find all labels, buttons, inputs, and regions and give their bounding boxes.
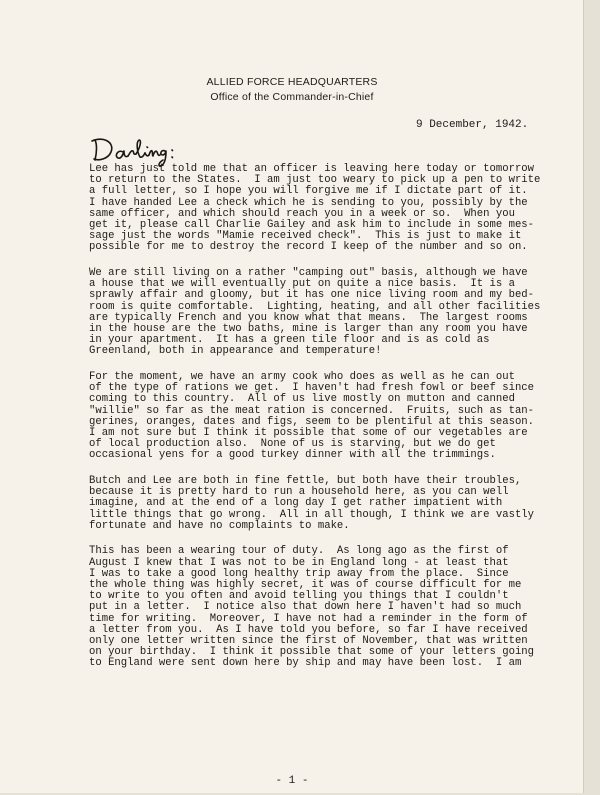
text-line: to write to you often and avoid telling you things that I couldn't [89,590,509,603]
text-line: This has been a wearing tour of duty. As long ago as the first of [89,545,509,558]
text-line: same officer, and which should reach you in a week or so. When you [89,207,515,220]
text-line: only one letter written since the first of November, that was written [89,635,528,648]
text-line: Greenland, both in appearance and temperature! [89,345,382,358]
letterhead-title: ALLIED FORCE HEADQUARTERS [206,76,378,88]
text-line: get it, please call Charlie Gailey and ask him to include in some mes- [89,219,535,232]
text-line: sage just the words "Mamie received check". This is just to make it [89,230,522,243]
text-line: little things that go wrong. All in all though, I think we are vastly [89,508,535,521]
text-line: I have handed Lee a check which he is sending to you, possibly by the [89,196,528,209]
text-line: to England were sent down here by ship and may have been lost. I am [89,657,522,670]
text-line: a full letter, so I hope you will forgive me if I dictate part of it. [89,185,528,198]
text-line: put in a letter. I notice also that down here I haven't had so much [89,601,522,614]
text-line: I am not sure but I think it possible that some of our vegetables are [89,427,528,440]
text-line: on your birthday. I think it possible that some of your letters going [89,646,535,659]
page-number: - 1 - [275,775,309,787]
text-line: For the moment, we have an army cook who does as well as he can out [89,371,515,384]
text-line: because it is pretty hard to run a household here, as you can well [89,486,509,499]
text-line: of the type of rations we get. I haven't had fresh fowl or beef since [89,382,535,395]
text-line: time for writing. Moreover, I have not had a reminder in the form of [89,612,528,625]
letter-date: 9 December, 1942. [416,119,529,131]
text-line: August I knew that I was not to be in England long - at least that [89,556,509,569]
body-paragraph [89,372,559,462]
body-paragraph [89,476,559,532]
text-line: imagine, and at the end of a long day I get rather impatient with [89,497,503,510]
letter-body [89,164,559,684]
text-line: occasional yens for a good turkey dinner with all the trimmings. [89,449,496,462]
text-line: a house that we will eventually put on quite a nice basis. It is a [89,278,515,291]
text-line: "willie" so far as the meat ration is concerned. Fruits, such as tan- [89,404,535,417]
text-line: possible for me to destroy the record I keep of the number and so on. [89,241,528,254]
text-line: I was to take a good long healthy trip away from the place. Since [89,567,509,580]
text-line: We are still living on a rather "camping out" basis, although we have [89,267,528,280]
text-line: in the house are the two baths, mine is larger than any room you have [89,323,528,336]
body-paragraph [89,268,559,358]
body-paragraph [89,546,559,669]
body-paragraph [89,164,559,254]
text-line: Butch and Lee are both in fine fettle, but both have their troubles, [89,475,522,488]
text-line: coming to this country. All of us live mostly on mutton and canned [89,393,515,406]
letterhead-subtitle: Office of the Commander-in-Chief [210,91,374,103]
page-edge-shadow [584,0,600,795]
text-line: of local production also. None of us is starving, but we do get [89,438,496,451]
text-line: in your apartment. It has a green tile floor and is as cold as [89,334,490,347]
text-line: fortunate and have no complaints to make. [89,519,350,532]
text-line: a letter from you. As I have told you before, so far I have received [89,623,528,636]
text-line: gerines, oranges, dates and figs, seem to be plentiful at this season. [89,415,535,428]
text-line: sprawly affair and gloomy, but it has one nice living room and my bed- [89,289,535,302]
text-line: room is quite comfortable. Lighting, heating, and all other facilities [89,300,541,313]
text-line: the whole thing was highly secret, it was of course difficult for me [89,579,522,592]
text-line: are typically French and you know what that means. The largest rooms [89,311,528,324]
text-line: Lee has just told me that an officer is leaving here today or tomorrow [89,163,535,175]
text-line: to return to the States. I am just too weary to pick up a pen to write [89,174,541,187]
